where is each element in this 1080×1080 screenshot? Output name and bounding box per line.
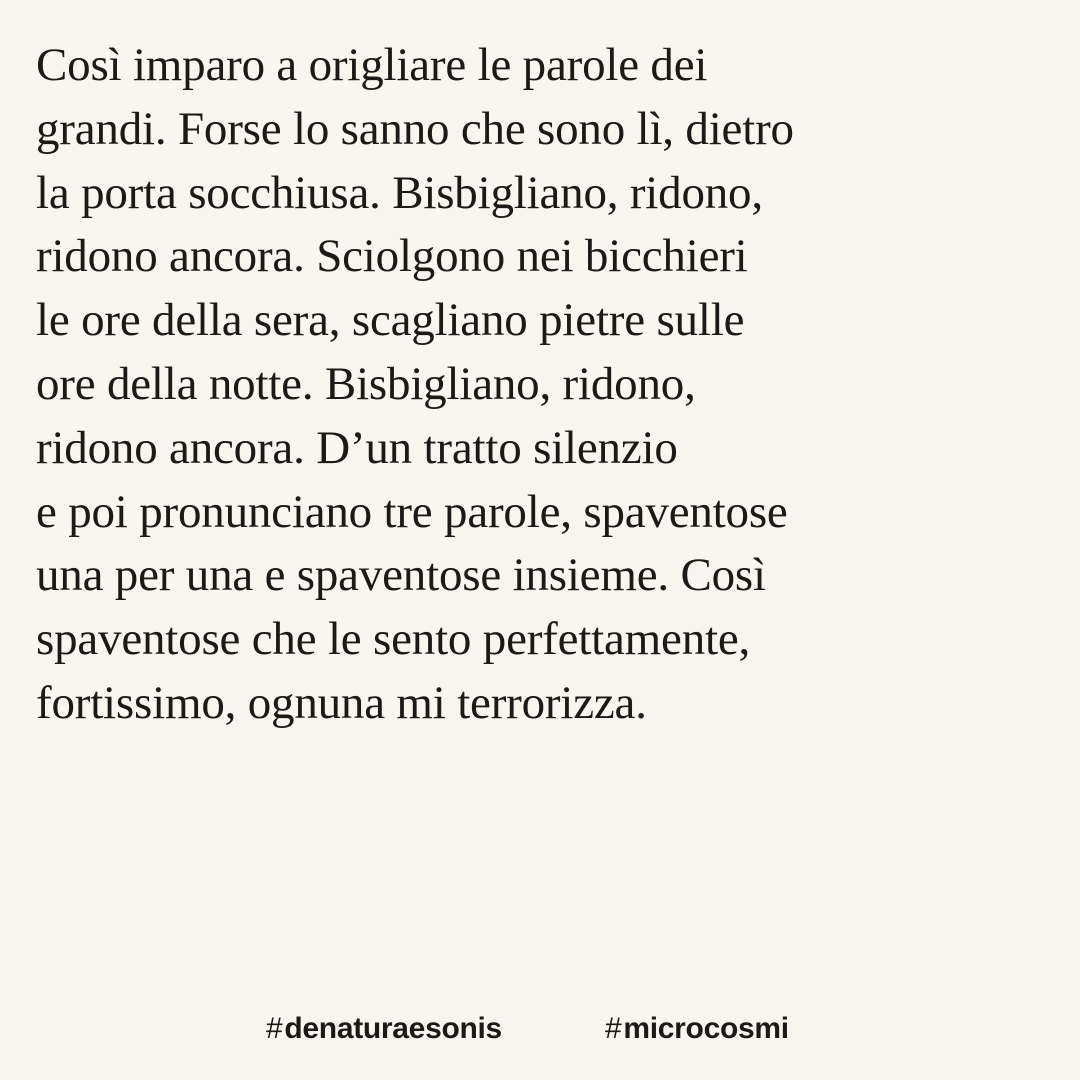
- poem-line: spaventose che le sento perfettamente,: [36, 613, 751, 666]
- poem-line: Così imparo a origliare le parole dei: [36, 39, 708, 91]
- poem-line: ore della notte. Bisbigliano, ridono,: [36, 357, 696, 410]
- hashtag-symbol: #: [266, 1012, 283, 1045]
- poem-line: le ore della sera, scagliano pietre sulle: [36, 294, 745, 347]
- poem-text: [36, 34, 1036, 736]
- poem-line: ridono ancora. D’un tratto silenzio: [36, 421, 678, 474]
- hashtag-word: microcosmi: [623, 1012, 789, 1045]
- hashtag-symbol: #: [605, 1012, 622, 1045]
- hashtag-word: denaturaesonis: [284, 1012, 502, 1045]
- hashtag-footer: [0, 1012, 1080, 1052]
- hashtag-microcosmi[interactable]: [605, 1012, 789, 1046]
- poem-line: fortissimo, ognuna mi terrorizza.: [36, 676, 647, 729]
- poem-line: la porta socchiusa. Bisbigliano, ridono,: [36, 166, 763, 219]
- poem-line: una per una e spaventose insieme. Così: [36, 549, 766, 602]
- poem-line: e poi pronunciano tre parole, spaventose: [36, 485, 788, 538]
- poem-line: ridono ancora. Sciolgono nei bicchieri: [36, 230, 748, 283]
- hashtag-denaturaesonis[interactable]: [266, 1012, 502, 1046]
- poem-line: grandi. Forse lo sanno che sono lì, dietro: [36, 102, 794, 155]
